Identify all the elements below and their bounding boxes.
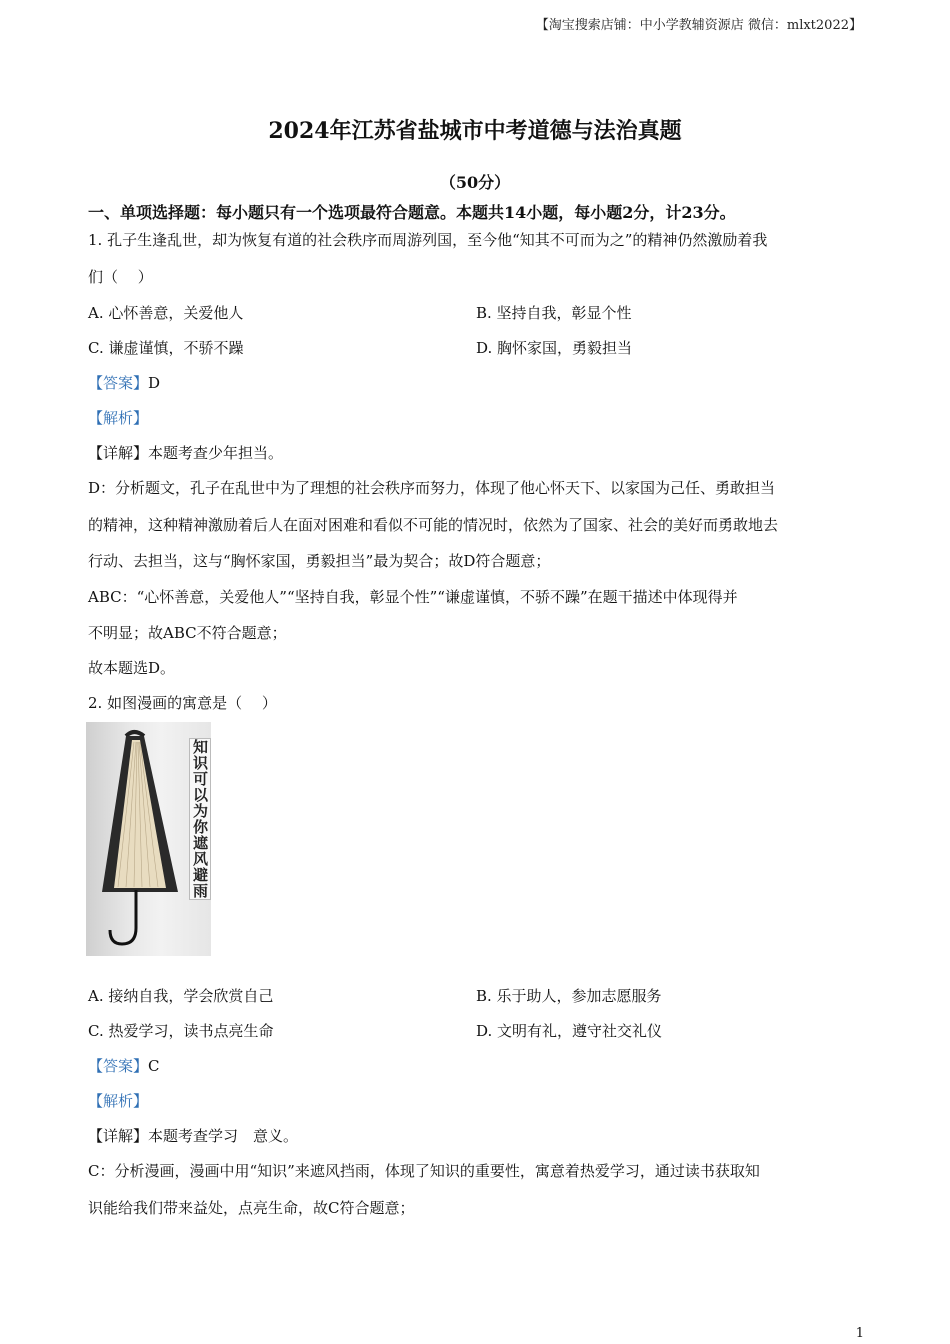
cartoon-caption: 知识可以为你遮风避雨 [191,739,209,899]
q2-answer [88,1055,160,1076]
q1-analysis-tag: 【解析】 [88,409,149,427]
q2-option-b: B. 乐于助人，参加志愿服务 [476,987,662,1005]
q1-explanation-6: 故本题选D。 [88,659,176,677]
q1-explanation-3: 行动、去担当，这与“胸怀家国，勇毅担当”最为契合；故D符合题意； [88,552,551,570]
q1-stem-line1: 1. 孔子生逢乱世，却为恢复有道的社会秩序而周游列国，至今他“知其不可而为之”的精神仍然激励着我 [88,231,768,249]
q1-detail: 【详解】本题考查少年担当。 [88,444,284,462]
q2-stem: 2. 如图漫画的寓意是（ ） [88,694,277,712]
page-title: 2024年江苏省盐城市中考道德与法治真题 [268,118,682,144]
q1-explanation-1: D：分析题文，孔子在乱世中为了理想的社会秩序而努力，体现了他心怀天下、以家国为己任、勇敢担当 [88,479,776,497]
q1-explanation-4: ABC：“心怀善意，关爱他人”“坚持自我，彰显个性”“谦虚谨慎，不骄不躁”在题干描述中体现得并 [88,588,738,606]
q2-detail: 【详解】本题考查学习 意义。 [88,1127,299,1145]
page-subtitle: （50分） [439,173,511,192]
q1-option-a: A. 心怀善意，关爱他人 [88,304,244,322]
q1-answer [88,372,160,393]
header-note: 【淘宝搜索店铺：中小学教辅资源店 微信：mlxt2022】 [535,18,862,33]
q2-option-a: A. 接纳自我，学会欣赏自己 [88,987,274,1005]
q2-explanation-1: C：分析漫画，漫画中用“知识”来遮风挡雨，体现了知识的重要性，寓意着热爱学习，通过读书获取知 [88,1162,760,1180]
answer-tag: 【答案】 [88,1057,149,1075]
q2-option-c: C. 热爱学习，读书点亮生命 [88,1022,274,1040]
q1-option-b: B. 坚持自我，彰显个性 [476,304,632,322]
answer-value: C [148,1057,160,1075]
answer-tag: 【答案】 [88,374,149,392]
section-heading: 一、单项选择题：每小题只有一个选项最符合题意。本题共14小题，每小题2分，计23分。 [88,203,736,222]
page-number: 1 [855,1326,864,1341]
q1-explanation-2: 的精神，这种精神激励着后人在面对困难和看似不可能的情况时，依然为了国家、社会的美好而勇敢地去 [88,516,779,534]
q1-option-d: D. 胸怀家国，勇毅担当 [476,339,633,357]
answer-value: D [148,374,161,392]
q1-explanation-5: 不明显；故ABC不符合题意； [88,624,287,642]
q2-analysis-tag: 【解析】 [88,1092,149,1110]
cartoon-book-umbrella-image [86,722,211,956]
q1-stem-line2: 们（ ） [88,268,153,286]
q2-option-d: D. 文明有礼，遵守社交礼仪 [476,1022,663,1040]
q2-explanation-2: 识能给我们带来益处，点亮生命，故C符合题意； [88,1199,415,1217]
q1-option-c: C. 谦虚谨慎，不骄不躁 [88,339,244,357]
